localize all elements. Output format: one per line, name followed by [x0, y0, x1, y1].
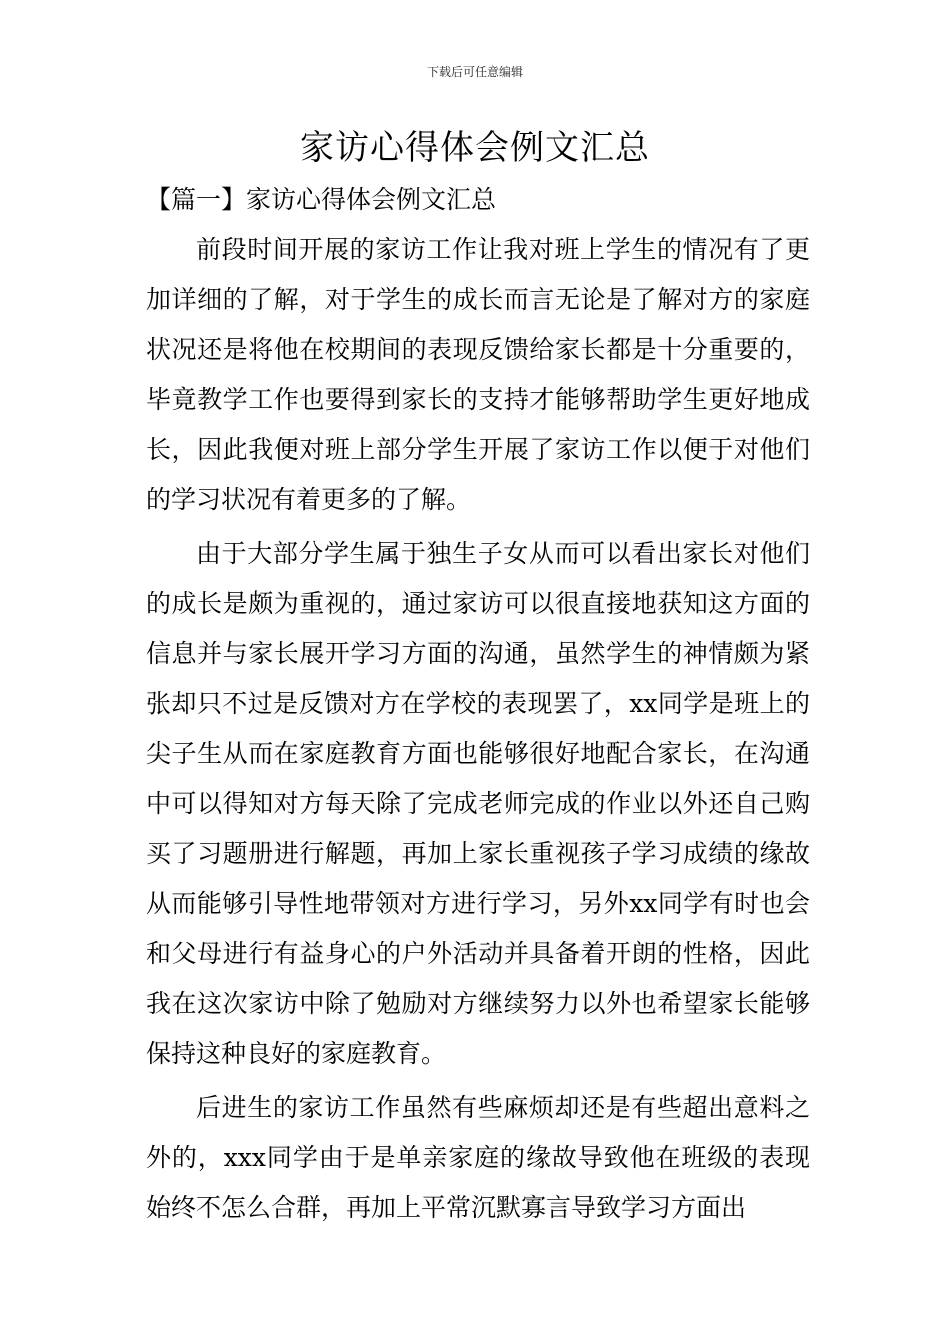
header-note: 下载后可任意编辑 [426, 65, 523, 79]
body-paragraph-1: 前段时间开展的家访工作让我对班上学生的情况有了更加详细的了解，对于学生的成长而言无论是了解对方的家庭状况还是将他在校期间的表现反馈给家长都是十分重要的，毕竟教学工作也要得到家长的支持才能够帮助学生更好地成长，因此我便对班上部分学生开展了家访工作以便于对他们的学习状况有着更多的了解。 [146, 235, 810, 514]
document-title: 家访心得体会例文汇总 [300, 128, 650, 168]
body-paragraph-3: 后进生的家访工作虽然有些麻烦却还是有些超出意料之外的，xxx同学由于是单亲家庭的缘故导致他在班级的表现始终不怎么合群，再加上平常沉默寡言导致学习方面出 [146, 1093, 810, 1222]
section-heading: 【篇一】家访心得体会例文汇总 [146, 185, 497, 214]
body-paragraph-2: 由于大部分学生属于独生子女从而可以看出家长对他们的成长是颇为重视的，通过家访可以很直接地获知这方面的信息并与家长展开学习方面的沟通，虽然学生的神情颇为紧张却只不过是反馈对方在学校的表现罢了，xx同学是班上的尖子生从而在家庭教育方面也能够很好地配合家长，在沟通中可以得知对方每天除了完成老师完成的作业以外还自己购买了习题册进行解题，再加上家长重视孩子学习成绩的缘故从而能够引导性地带领对方进行学习，另外xx同学有时也会和父母进行有益身心的户外活动并具备着开朗的性格，因此我在这次家访中除了勉励对方继续努力以外也希望家长能够保持这种良好的家庭教育。 [146, 539, 810, 1068]
document-body [146, 178, 810, 1233]
